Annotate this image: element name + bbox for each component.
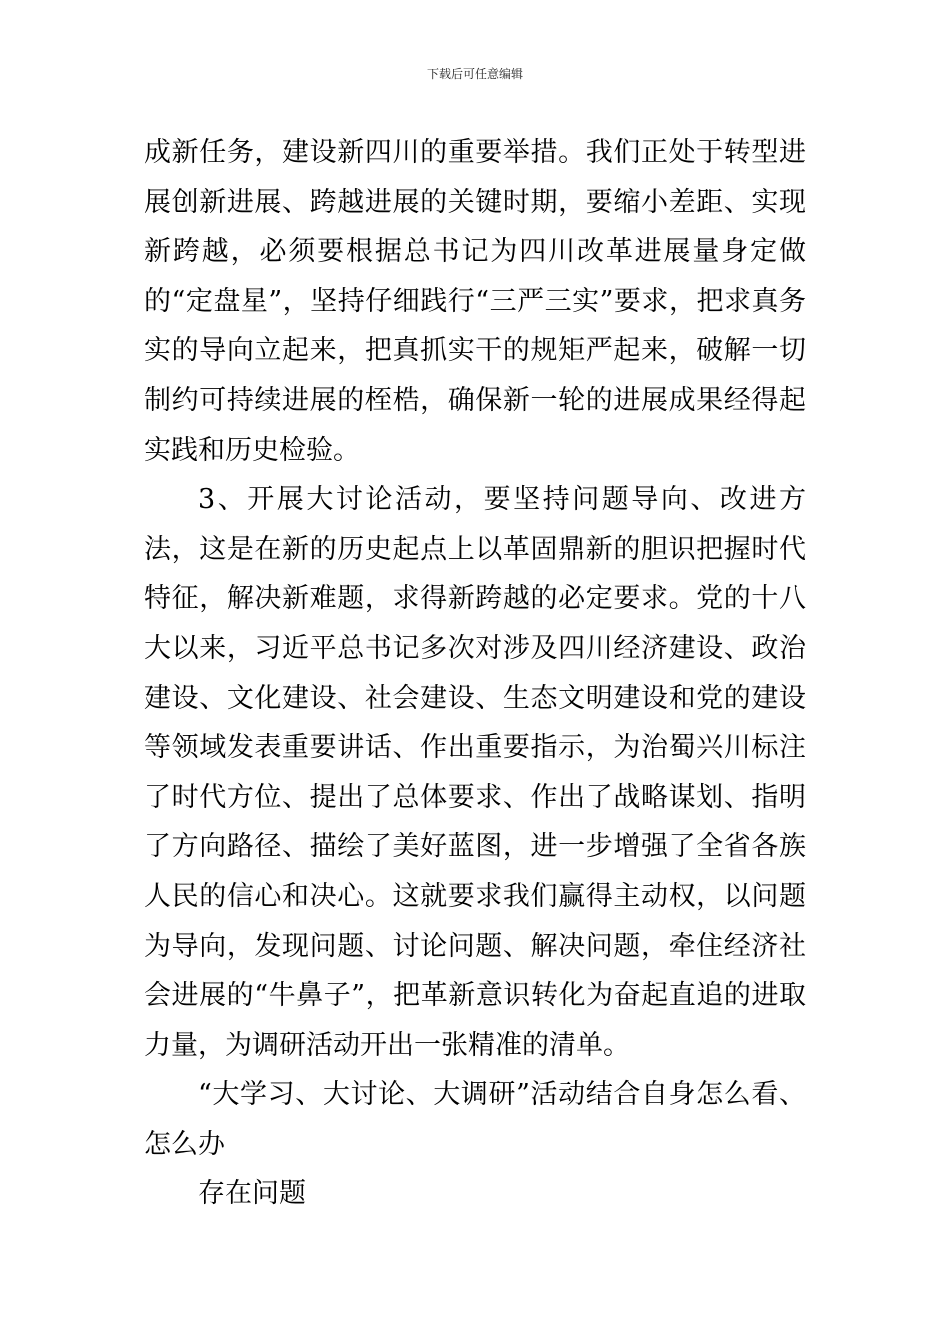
document-body	[144, 128, 806, 1219]
section-heading: “大学习、大讨论、大调研”活动结合自身怎么看、怎么办	[144, 1079, 806, 1160]
page-header: 下载后可任意编辑	[426, 67, 523, 81]
paragraph-continuation: 成新任务，建设新四川的重要举措。我们正处于转型进展创新进展、跨越进展的关键时期，要缩小差距、实现新跨越，必须要根据总书记为四川改革进展量身定做的“定盘星”，坚持仔细践行“三严三实”要求，把求真务实的导向立起来，把真抓实干的规矩严起来，破解一切制约可持续进展的桎梏，确保新一轮的进展成果经得起实践和历史检验。	[144, 137, 806, 466]
paragraph-item-3: 3、开展大讨论活动，要坚持问题导向、改进方法，这是在新的历史起点上以革固鼎新的胆识把握时代特征，解决新难题，求得新跨越的必定要求。党的十八大以来，习近平总书记多次对涉及四川经济建设、政治建设、文化建设、社会建设、生态文明建设和党的建设等领域发表重要讲话、作出重要指示，为治蜀兴川标注了时代方位、提出了总体要求、作出了战略谋划、指明了方向路径、描绘了美好蓝图，进一步增强了全省各族人民的信心和决心。这就要求我们赢得主动权，以问题为导向，发现问题、讨论问题、解决问题，牵住经济社会进展的“牛鼻子”，把革新意识转化为奋起直追的进取力量，为调研活动开出一张精准的清单。	[144, 484, 806, 1061]
subsection-heading: 存在问题	[198, 1178, 306, 1210]
